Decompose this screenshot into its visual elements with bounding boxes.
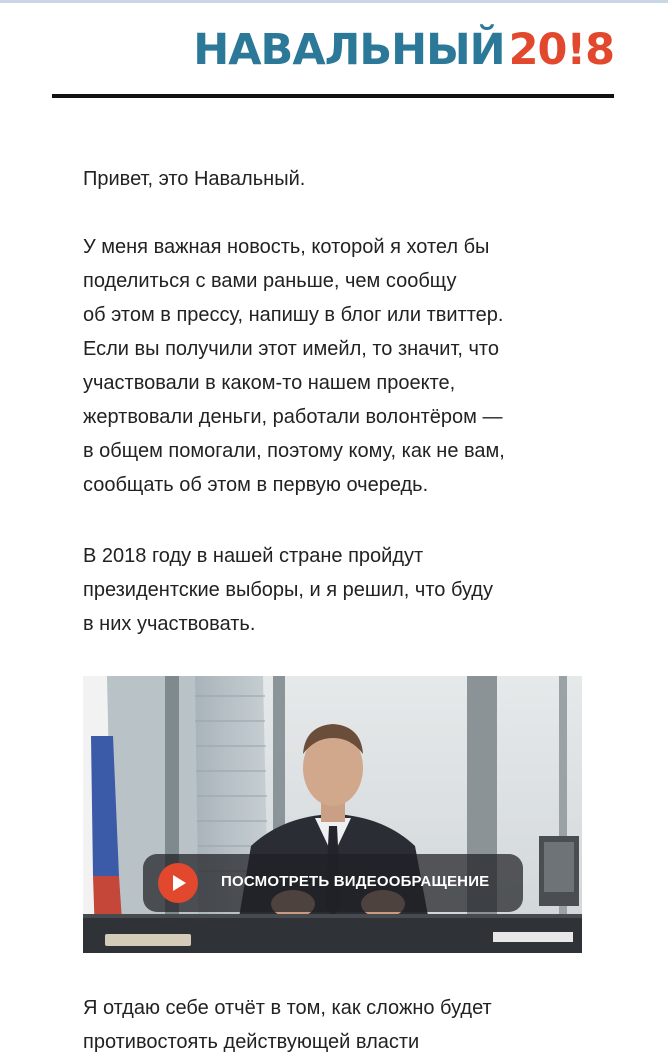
logo-name: НАВАЛЬНЫЙ [193,25,505,75]
paragraph-announcement [83,230,505,502]
paragraph-closing [83,991,492,1059]
paragraph-line: Если вы получили этот имейл, то значит, что [83,338,499,360]
paragraph-line: Я отдаю себе отчёт в том, как сложно будет [83,997,492,1019]
watch-video-button[interactable] [143,854,523,912]
paragraph-line: участвовали в каком-то нашем проекте, [83,372,456,394]
video-thumbnail[interactable] [83,676,582,953]
top-border [0,0,668,3]
paragraph-line: У меня важная новость, которой я хотел бы [83,236,490,258]
paragraph-line: президентские выборы, и я решил, что буду [83,579,493,601]
header-divider [52,94,614,98]
play-icon[interactable] [158,863,198,903]
paragraph-line: сообщать об этом в первую очередь. [83,474,429,496]
paragraph-line: об этом в прессу, напишу в блог или твиттер. [83,304,504,326]
paragraph-line: поделиться с вами раньше, чем сообщу [83,270,457,292]
paragraph-line: противостоять действующей власти [83,1031,420,1053]
paragraph-line: в них участвовать. [83,613,256,635]
paragraph-line: в общем помогали, поэтому кому, как не вам, [83,440,505,462]
greeting-text: Привет, это Навальный. [83,168,306,190]
paragraph-line: В 2018 году в нашей стране пройдут [83,545,424,567]
watch-video-label: ПОСМОТРЕТЬ ВИДЕООБРАЩЕНИЕ [221,873,490,890]
paragraph-elections [83,539,493,641]
navalny-2018-logo[interactable] [193,24,614,76]
paragraph-line: жертвовали деньги, работали волонтёром — [83,406,503,428]
logo-year: 20!8 [508,25,614,75]
